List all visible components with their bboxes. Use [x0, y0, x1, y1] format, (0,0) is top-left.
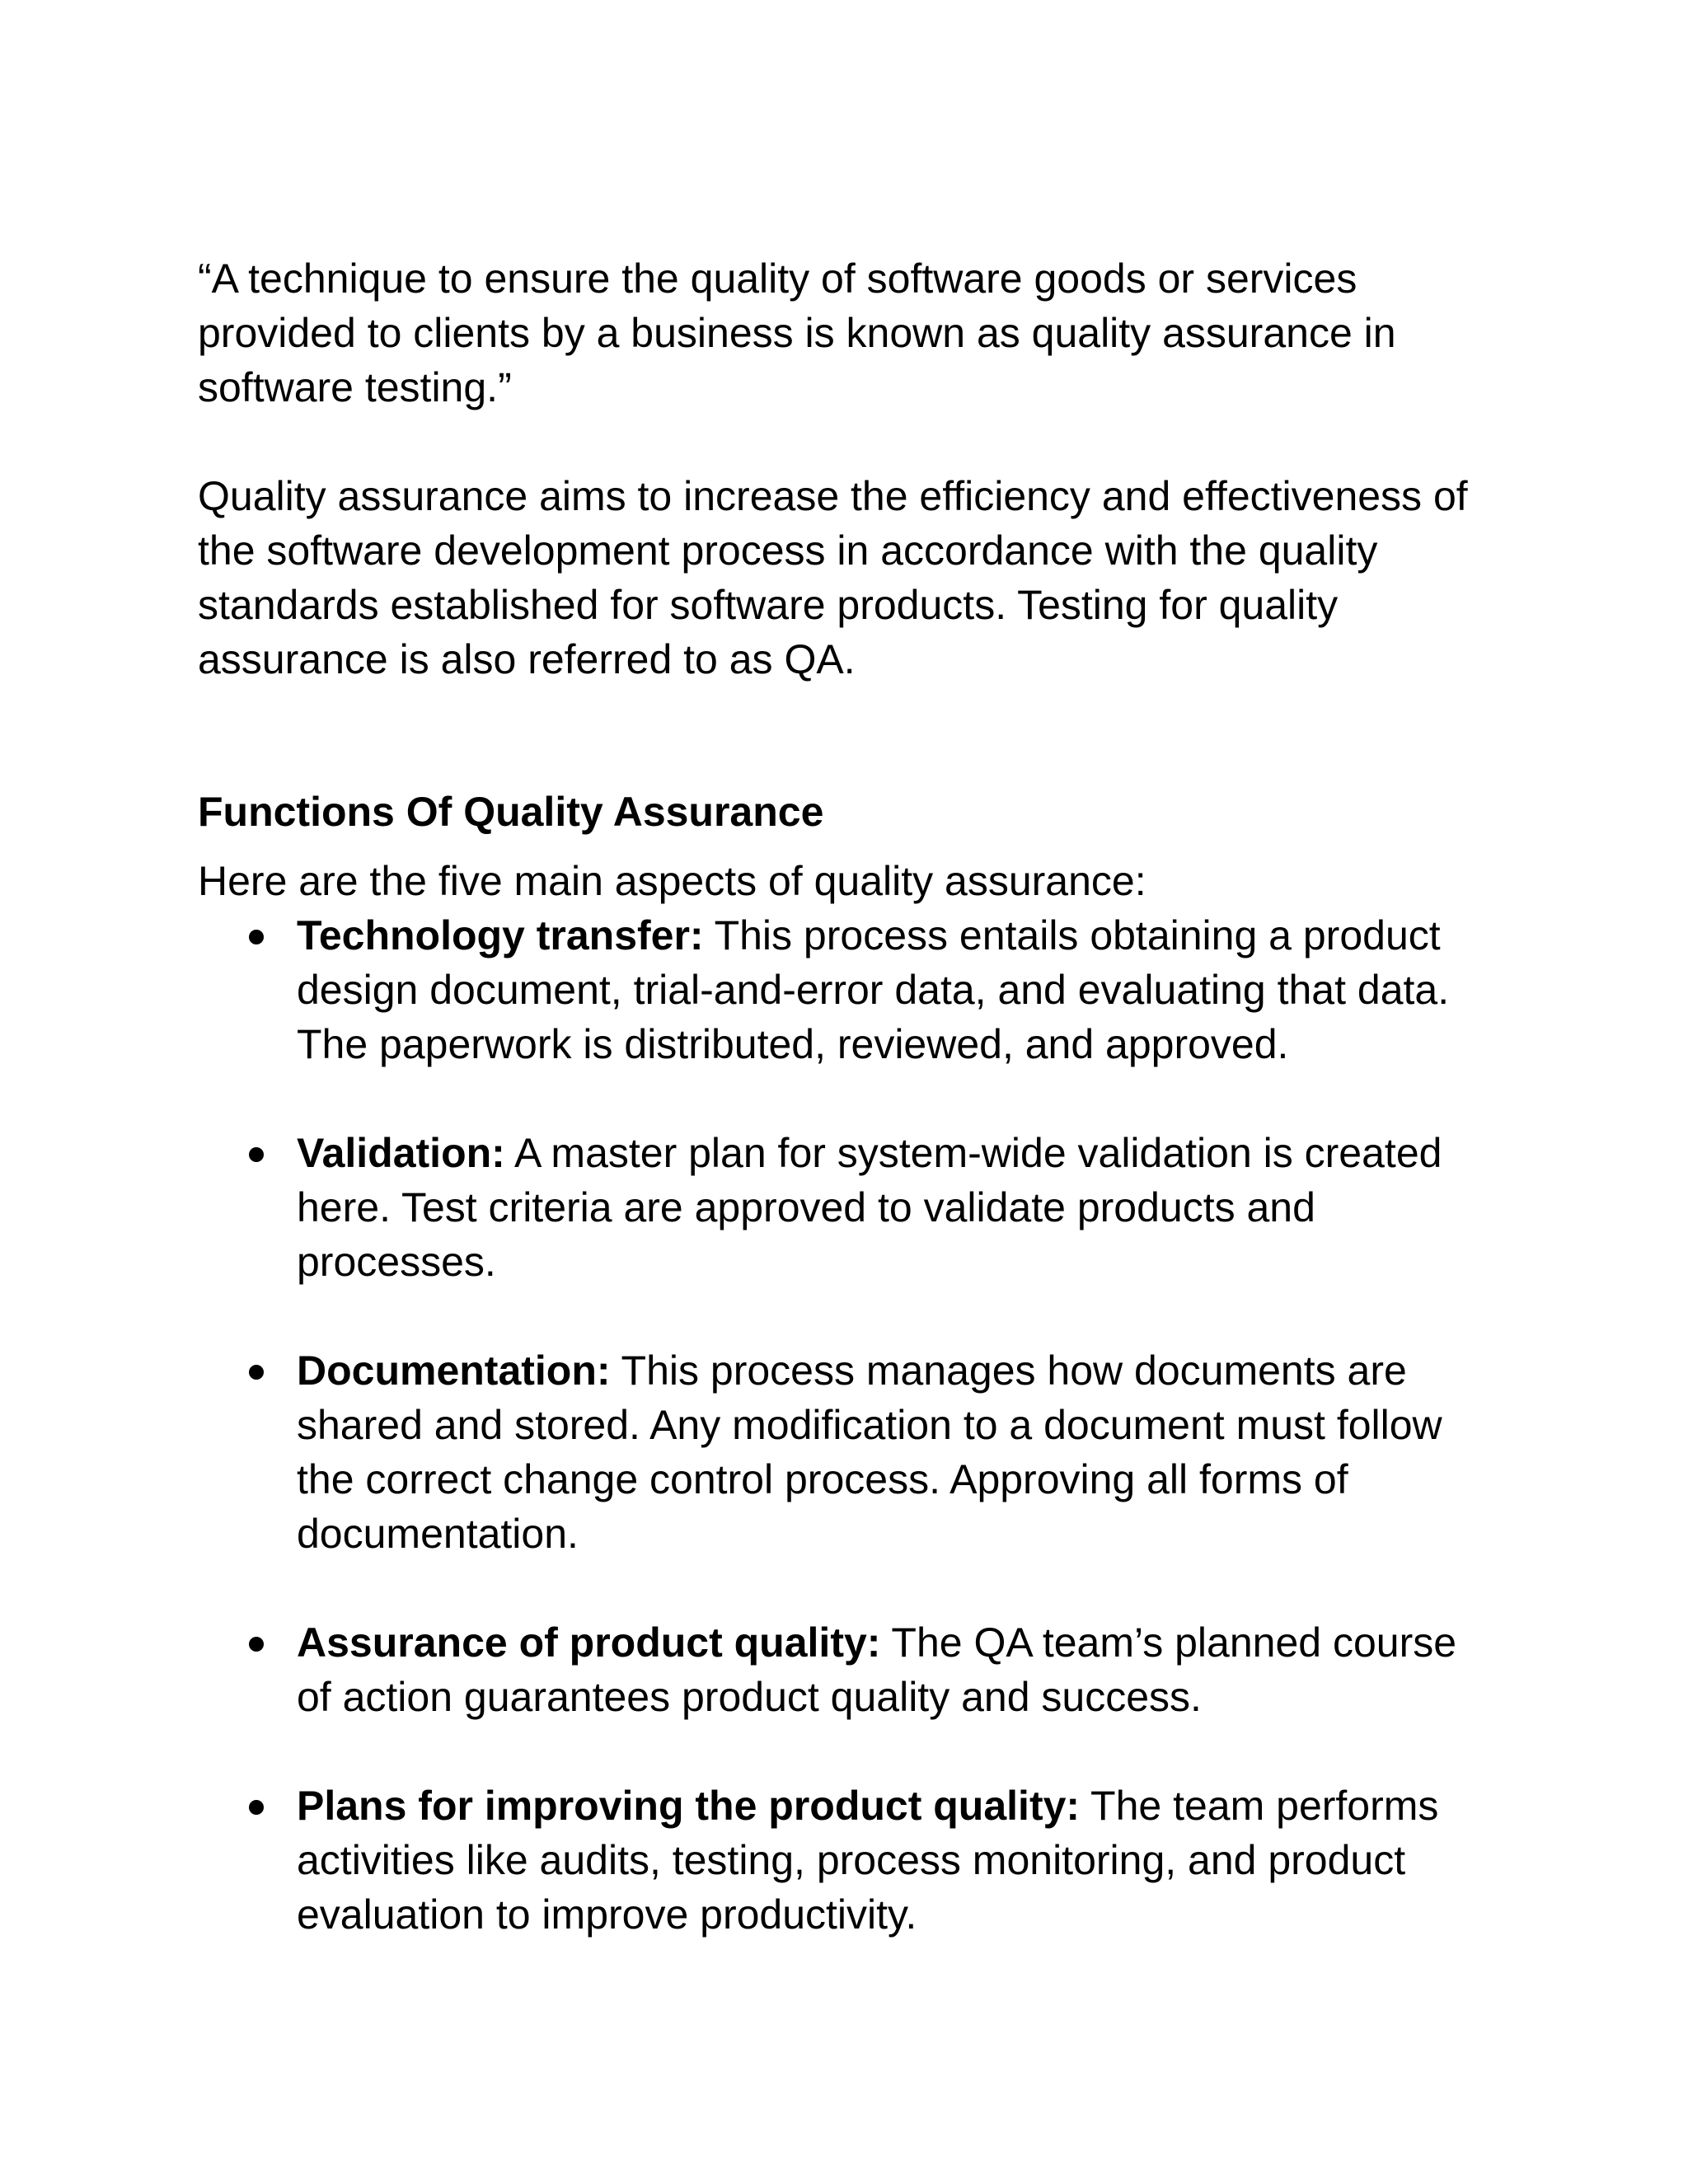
- list-item-technology-transfer: [198, 908, 1500, 1071]
- functions-list: [198, 908, 1500, 1942]
- bullet-icon: [249, 930, 264, 944]
- list-item-term: Assurance of product quality:: [297, 1619, 881, 1666]
- list-item-term: Plans for improving the product quality:: [297, 1783, 1081, 1829]
- intro-paragraph: Quality assurance aims to increase the efficiency and effectiveness of the software development process in accordance with the quality standards established for software products. Testing for quality assurance is also referred to as QA.: [198, 473, 1468, 682]
- document-body: [198, 251, 1500, 1942]
- bullet-icon: [249, 1637, 264, 1652]
- list-item-plans-for-improving: [198, 1779, 1500, 1942]
- list-item-assurance-of-product-quality: [198, 1615, 1500, 1724]
- section-heading: Functions Of Quality Assurance: [198, 789, 824, 835]
- list-item-text: This process entails obtaining a product design document, trial-and-error data, and evaluating that data. The paperwork is distributed, reviewed, and approved.: [297, 912, 1450, 1067]
- bullet-icon: [249, 1365, 264, 1380]
- list-item-term: Documentation:: [297, 1347, 611, 1394]
- list-item-documentation: [198, 1343, 1500, 1561]
- bullet-icon: [249, 1147, 264, 1162]
- quote-paragraph: “A technique to ensure the quality of software goods or services provided to clients by a business is known as quality assurance in software testing.”: [198, 255, 1396, 410]
- list-item-text: A master plan for system-wide validation is created here. Test criteria are approved to validate products and processes.: [297, 1130, 1442, 1285]
- list-item-term: Validation:: [297, 1130, 505, 1176]
- section-lead: Here are the five main aspects of quality assurance:: [198, 858, 1146, 904]
- bullet-icon: [249, 1800, 264, 1815]
- list-item-term: Technology transfer:: [297, 912, 704, 958]
- list-item-text: This process manages how documents are shared and stored. Any modification to a document must follow the correct change control process. Approving all forms of documentation.: [297, 1347, 1442, 1557]
- list-item-validation: [198, 1126, 1500, 1289]
- list-item-text: The team performs activities like audits, testing, process monitoring, and product evaluation to improve productivity.: [297, 1783, 1439, 1938]
- list-item-text: The QA team’s planned course of action guarantees product quality and success.: [297, 1619, 1457, 1720]
